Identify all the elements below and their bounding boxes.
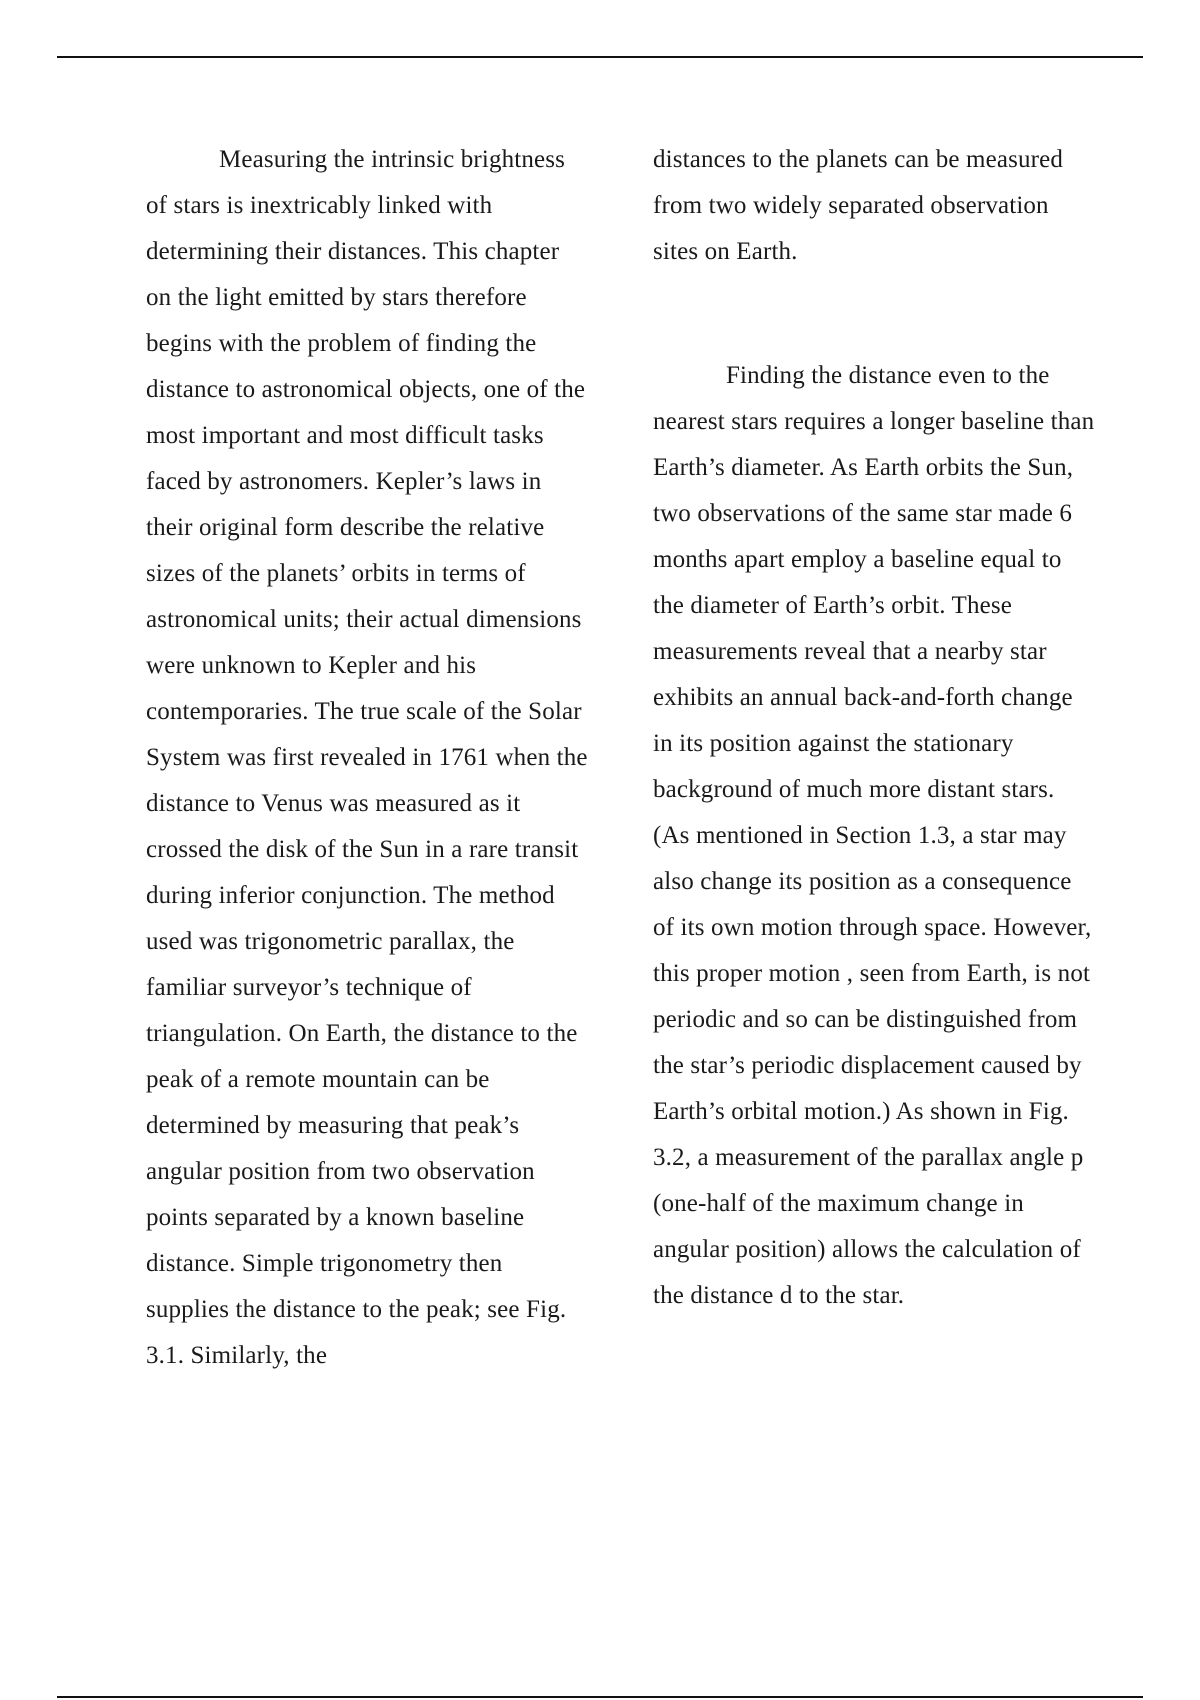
top-rule xyxy=(57,56,1143,58)
bottom-rule xyxy=(57,1696,1143,1698)
right-column xyxy=(653,137,1097,1319)
paragraph-intrinsic-brightness: Measuring the intrinsic brightness of stars is inextricably linked with determining their distances. This chapter on the light emitted by stars therefore begins with the problem of finding the distance to astronomical objects, one of the most important and most difficult tasks faced by astronomers. Kepler’s laws in their original form describe the relative sizes of the planets’ orbits in terms of astronomical units; their actual dimensions were unknown to Kepler and his contemporaries. The true scale of the Solar System was first revealed in 1761 when the distance to Venus was measured as it crossed the disk of the Sun in a rare transit during inferior conjunction. The method used was trigonometric parallax, the familiar surveyor’s technique of triangulation. On Earth, the distance to the peak of a remote mountain can be determined by measuring that peak’s angular position from two observation points separated by a known baseline distance. Simple trigonometry then supplies the distance to the peak; see Fig. 3.1. Similarly, the xyxy=(146,146,588,1369)
paragraph-parallax: Finding the distance even to the nearest stars requires a longer baseline than Earth’s diameter. As Earth orbits the Sun, two observations of the same star made 6 months apart employ a baseline equal to the diameter of Earth’s orbit. These measurements reveal that a nearby star exhibits an annual back-and-forth change in its position against the stationary background of much more distant stars. (As mentioned in Section 1.3, a star may also change its position as a consequence of its own motion through space. However, this proper motion , seen from Earth, is not periodic and so can be distinguished from the star’s periodic displacement caused by Earth’s orbital motion.) As shown in Fig. 3.2, a measurement of the parallax angle p (one-half of the maximum change in angular position) allows the calculation of the distance d to the star. xyxy=(653,362,1095,1309)
paragraph-continued: distances to the planets can be measured from two widely separated observation sites on Earth. xyxy=(653,146,1064,265)
paragraph-gap xyxy=(653,275,1097,353)
left-column xyxy=(146,137,588,1379)
